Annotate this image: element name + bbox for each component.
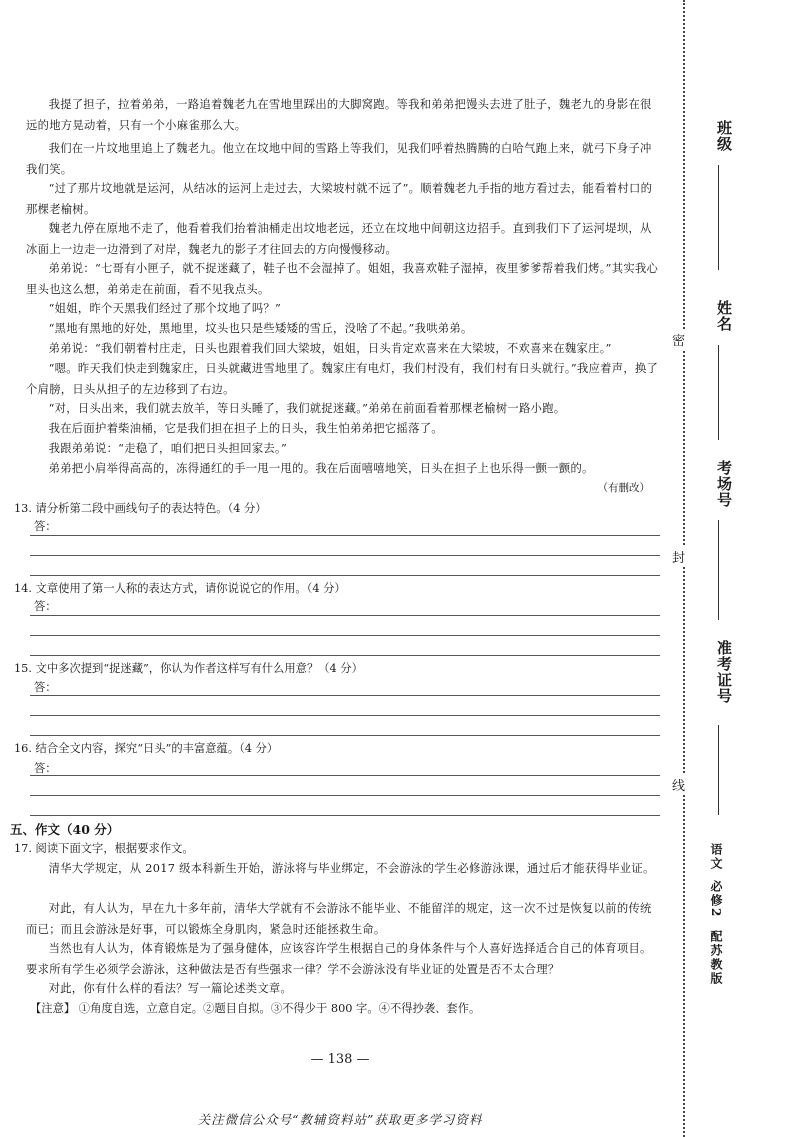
passage-paragraph-9: “嗯。昨天我们快走到魏家庄，日头就藏进雪地里了。魏家庄有电灯，我们村没有，我们村有日头就行。”我应着声，换了个肩膀，日头从担子的左边移到了右边。 [26,362,659,396]
answer-line[interactable] [30,815,660,816]
passage-paragraph-10: “对，日头出来，我们就去放羊，等日头睡了，我们就捉迷藏。”弟弟在前面看着那棵老榆树一路小跑。 [48,402,566,415]
answer-line[interactable] [30,695,660,696]
answer-line[interactable] [30,615,660,616]
admission-number-field-label: 准考证号 [715,640,733,704]
seal-mark: 线 [672,775,685,794]
answer-line[interactable] [30,775,660,776]
passage-paragraph-7: “黑地有黑地的好处，黑地里，坟头也只是些矮矮的雪丘，没啥了不起。”我哄弟弟。 [48,322,473,335]
source-note: （有删改） [597,482,650,494]
essay-material-3: 当然也有人认为，体育锻炼是为了强身健体，应该容许学生根据自己的身体条件与个人喜好选择适合自己的体育项目。要求所有学生必须学会游泳，这种做法是否有些强求一律？学不会游泳没有毕业证的处置是否不太合理？ [26,942,652,976]
answer-line[interactable] [30,795,660,796]
passage-paragraph-1: 我提了担子，拉着弟弟，一路追着魏老九在雪地里踩出的大脚窝跑。等我和弟弟把馒头去进了肚子，魏老九的身影在很远的地方晃动着，只有一个小麻雀那么大。 [26,98,652,132]
page-number: — 138 — [310,1052,370,1067]
subject-label: 语文 [709,843,723,871]
name-field-line[interactable] [718,345,719,440]
passage-paragraph-12: 我跟弟弟说：“走稳了，咱们把日头担回家去。” [48,442,288,455]
essay-material-4: 对此，你有什么样的看法？写一篇论述类文章。 [48,982,293,995]
passage-paragraph-11: 我在后面护着柴油桶，它是我们担在担子上的日头，我生怕弟弟把它摇落了。 [48,422,443,435]
name-field-label: 姓名 [715,300,733,332]
answer-label-13: 答： [34,520,57,533]
question-13: 13. 请分析第二段中画线句子的表达特色。（4 分） [14,502,267,515]
edition-label: 配苏教版 [709,930,723,986]
class-field-line[interactable] [718,165,719,270]
essay-material-1: 清华大学规定，从 2017 级本科新生开始，游泳将与毕业绑定，不会游泳的学生必修游泳课，通过后才能获得毕业证。 [48,862,655,875]
book-label: 必修2 [709,880,723,919]
seal-mark: 密 [672,330,685,349]
answer-line[interactable] [30,635,660,636]
admission-number-field-line[interactable] [718,725,719,815]
footer-note: 关注微信公众号“教辅资料站”获取更多学习资料 [197,1112,483,1127]
passage-paragraph-13: 弟弟把小肩举得高高的，冻得通红的手一甩一甩的。我在后面嘻嘻地笑，日头在担子上也乐得一颤一颤的。 [48,462,594,475]
question-15: 15. 文中多次提到“捉迷藏”，你认为作者这样写有什么用意？（4 分） [14,662,363,675]
passage-paragraph-3: “过了那片坟地就是运河，从结冰的运河上走过去，大梁坡村就不远了”。顺着魏老九手指的地方看过去，能看着村口的那棵老榆树。 [26,182,653,216]
class-field-label: 班级 [715,120,733,152]
essay-notice: 【注意】 ①角度自选，立意自定。②题目自拟。③不得少于 800 字。④不得抄袭、套作。 [30,1002,481,1015]
answer-line[interactable] [30,715,660,716]
question-14: 14. 文章使用了第一人称的表达方式，请你说说它的作用。（4 分） [14,582,346,595]
answer-line[interactable] [30,575,660,576]
section-title: 五、作文（40 分） [10,822,120,837]
answer-label-16: 答： [34,762,57,775]
answer-label-15: 答： [34,681,57,694]
answer-line[interactable] [30,655,660,656]
seal-mark: 封 [672,547,685,566]
binding-dotted-line [683,0,685,1137]
passage-paragraph-6: “姐姐，昨个天黑我们经过了那个坟地了吗？” [48,302,282,315]
exam-room-field-line[interactable] [718,520,719,620]
answer-label-14: 答： [34,600,57,613]
answer-line[interactable] [30,535,660,536]
question-16: 16. 结合全文内容，探究“日头”的丰富意蕴。（4 分） [14,742,279,755]
exam-room-field-label: 考场号 [715,460,733,508]
essay-material-2: 对此，有人认为，早在九十多年前，清华大学就有不会游泳不能毕业、不能留洋的规定，这一次不过是恢复以前的传统而已；而且会游泳是好事，可以锻炼全身肌肉，紧急时还能拯救生命。 [26,902,652,936]
answer-line[interactable] [30,735,660,736]
passage-paragraph-4: 魏老九停在原地不走了，他看着我们抬着油桶走出坟地老远，还立在坟地中间朝这边招手。直到我们下了运河堤坝，从冰面上一边走一边滑到了对岸，魏老九的影子才往回去的方向慢慢移动。 [26,222,652,256]
essay-prompt: 17. 阅读下面文字，根据要求作文。 [14,842,194,855]
binding-margin [680,0,800,1137]
passage-paragraph-5: 弟弟说：“七哥有小匣子，就不捉迷藏了，鞋子也不会湿掉了。姐姐，我喜欢鞋子湿掉，夜里爹爹帮着我们烤。”其实我心里头也这么想，弟弟走在前面，看不见我点头。 [26,262,659,296]
passage-paragraph-2: 我们在一片坟地里追上了魏老九。他立在坟地中间的雪路上等我们，见我们呼着热腾腾的白哈气跑上来，就弓下身子冲我们笑。 [26,142,652,176]
answer-line[interactable] [30,555,660,556]
passage-paragraph-8: 弟弟说：“我们朝着村庄走，日头也跟着我们回大梁坡，姐姐，日头肯定欢喜来在大梁坡，不欢喜来在魏家庄。” [48,342,612,355]
